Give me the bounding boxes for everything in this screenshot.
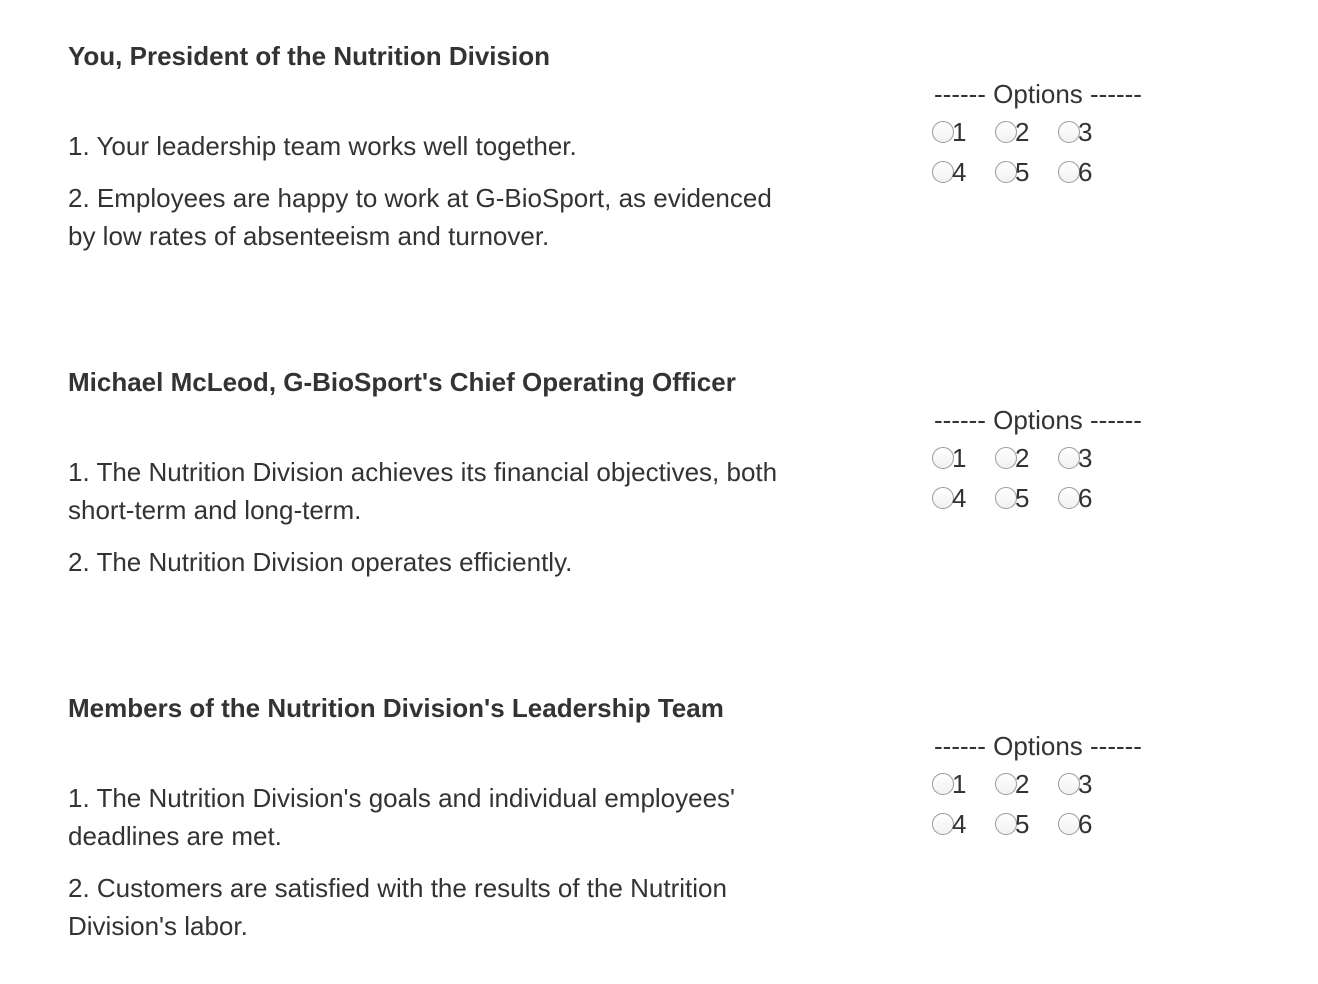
radio-button[interactable]: [995, 121, 1017, 143]
radio-button[interactable]: [932, 121, 954, 143]
option-label: 3: [1078, 769, 1093, 799]
options-header: ------ Options ------: [934, 731, 1142, 761]
statement: 2. Employees are happy to work at G-BioSport, as evidenced by low rates of absenteeism and turnover.: [68, 183, 772, 251]
option-4[interactable]: [930, 483, 993, 513]
radio-button[interactable]: [932, 773, 954, 795]
option-1[interactable]: [930, 443, 993, 473]
options-group: [930, 402, 1170, 518]
radio-button[interactable]: [932, 813, 954, 835]
option-label: 6: [1078, 809, 1093, 839]
radio-button[interactable]: [995, 161, 1017, 183]
radio-button[interactable]: [932, 487, 954, 509]
options-row: [930, 112, 1170, 152]
radio-button[interactable]: [932, 447, 954, 469]
option-5[interactable]: [993, 809, 1056, 839]
option-label: 5: [1015, 809, 1030, 839]
option-label: 1: [952, 769, 967, 799]
options-row: [930, 764, 1170, 804]
radio-button[interactable]: [1058, 487, 1080, 509]
option-6[interactable]: [1056, 809, 1119, 839]
option-label: 4: [952, 809, 967, 839]
option-6[interactable]: [1056, 157, 1119, 187]
statement: 1. The Nutrition Division's goals and individual employees' deadlines are met.: [68, 783, 736, 851]
option-label: 5: [1015, 483, 1030, 513]
radio-button[interactable]: [995, 813, 1017, 835]
stakeholder-heading: Members of the Nutrition Division's Leadership Team: [68, 693, 724, 723]
stakeholder-heading: You, President of the Nutrition Division: [68, 41, 550, 71]
option-label: 1: [952, 117, 967, 147]
option-2[interactable]: [993, 769, 1056, 799]
stakeholder-section-coo: [0, 326, 1318, 652]
option-1[interactable]: [930, 117, 993, 147]
options-row: [930, 152, 1170, 192]
options-group: [930, 76, 1170, 192]
statement: 2. Customers are satisfied with the results of the Nutrition Division's labor.: [68, 873, 727, 941]
option-label: 6: [1078, 483, 1093, 513]
option-label: 3: [1078, 117, 1093, 147]
radio-button[interactable]: [1058, 773, 1080, 795]
radio-button[interactable]: [1058, 447, 1080, 469]
option-label: 2: [1015, 769, 1030, 799]
options-header: ------ Options ------: [934, 405, 1142, 435]
radio-button[interactable]: [995, 487, 1017, 509]
option-label: 1: [952, 443, 967, 473]
option-3[interactable]: [1056, 443, 1119, 473]
option-label: 5: [1015, 157, 1030, 187]
stakeholder-heading: Michael McLeod, G-BioSport's Chief Operating Officer: [68, 367, 736, 397]
radio-button[interactable]: [932, 161, 954, 183]
statement-list: [68, 779, 803, 959]
options-header: ------ Options ------: [934, 79, 1142, 109]
option-5[interactable]: [993, 157, 1056, 187]
stakeholder-section-leadership-team: [0, 652, 1318, 978]
options-group: [930, 728, 1170, 844]
option-5[interactable]: [993, 483, 1056, 513]
stakeholder-section-president: [0, 0, 1318, 326]
option-4[interactable]: [930, 809, 993, 839]
statement: 2. The Nutrition Division operates efficiently.: [68, 547, 573, 577]
options-row: [930, 438, 1170, 478]
option-label: 2: [1015, 117, 1030, 147]
option-label: 4: [952, 157, 967, 187]
radio-button[interactable]: [1058, 161, 1080, 183]
option-1[interactable]: [930, 769, 993, 799]
option-label: 4: [952, 483, 967, 513]
option-label: 2: [1015, 443, 1030, 473]
radio-button[interactable]: [995, 773, 1017, 795]
statement: 1. Your leadership team works well together.: [68, 131, 577, 161]
statement: 1. The Nutrition Division achieves its financial objectives, both short-term and long-term.: [68, 457, 778, 525]
options-row: [930, 478, 1170, 518]
radio-button[interactable]: [1058, 813, 1080, 835]
statement-list: [68, 127, 803, 269]
option-label: 3: [1078, 443, 1093, 473]
option-6[interactable]: [1056, 483, 1119, 513]
option-2[interactable]: [993, 443, 1056, 473]
option-2[interactable]: [993, 117, 1056, 147]
options-row: [930, 804, 1170, 844]
option-4[interactable]: [930, 157, 993, 187]
statement-list: [68, 453, 803, 595]
option-3[interactable]: [1056, 769, 1119, 799]
radio-button[interactable]: [1058, 121, 1080, 143]
option-label: 6: [1078, 157, 1093, 187]
option-3[interactable]: [1056, 117, 1119, 147]
radio-button[interactable]: [995, 447, 1017, 469]
